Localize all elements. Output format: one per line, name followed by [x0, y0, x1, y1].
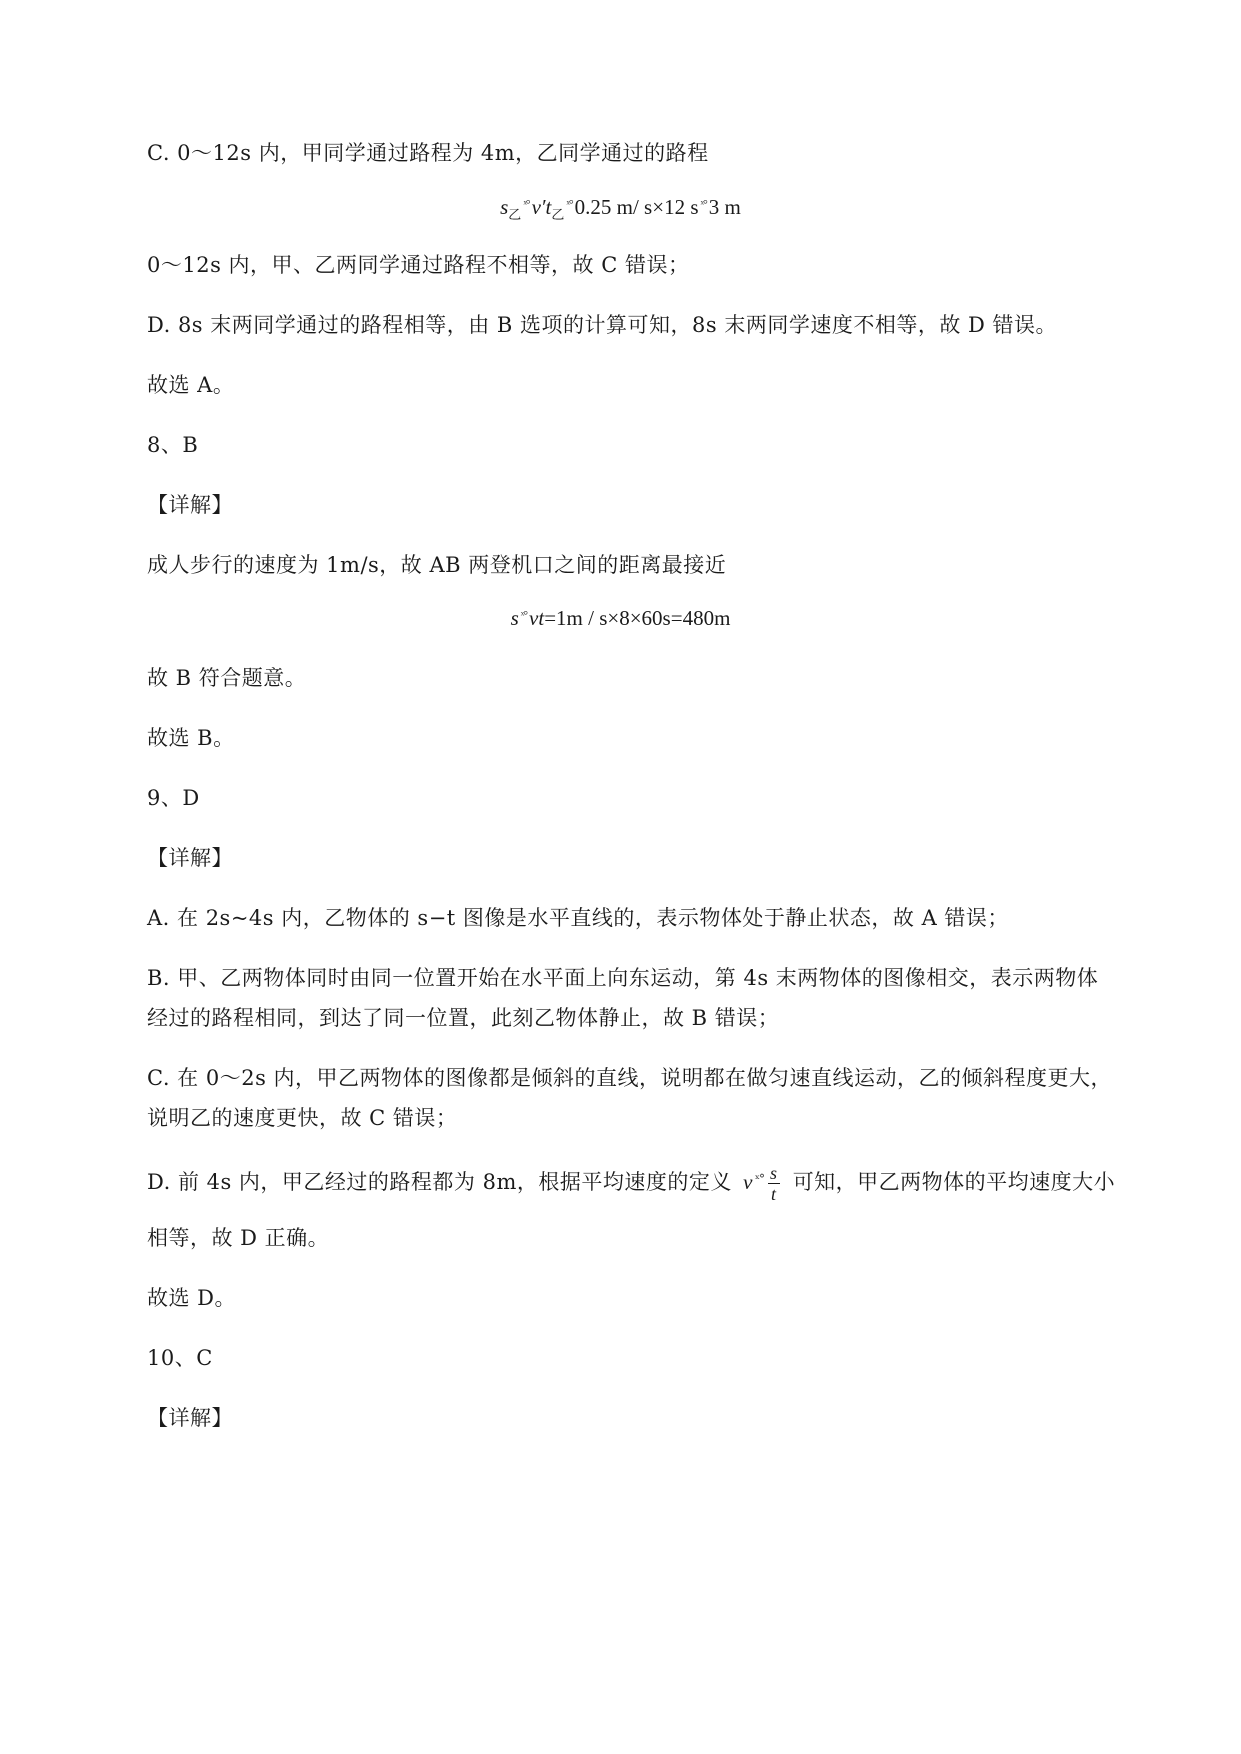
formula-value: =1m / s×8×60s=480m [544, 606, 731, 630]
text-line: 成人步行的速度为 1m/s，故 AB 两登机口之间的距离最接近 [147, 553, 727, 577]
formula-glyph: ˣ° [520, 608, 528, 622]
detail-heading: 【详解】 [147, 493, 233, 517]
formula-value: 0.25 m/ s×12 s [574, 195, 699, 219]
formula-distance-yi [0, 195, 1241, 223]
text-line-with-fraction [147, 1163, 1115, 1204]
question-number: 10、C [147, 1346, 213, 1370]
formula-var: v [743, 1170, 753, 1194]
question-number: 9、D [147, 786, 200, 810]
text-segment: 可知，甲乙两物体的平均速度大小 [792, 1170, 1116, 1194]
text-line: B. 甲、乙两物体同时由同一位置开始在水平面上向东运动，第 4s 末两物体的图像相交，表示两物体 [147, 966, 1099, 990]
text-segment: D. 前 4s 内，甲乙经过的路程都为 8m，根据平均速度的定义 [147, 1170, 732, 1194]
detail-heading: 【详解】 [147, 1406, 233, 1430]
text-line: A. 在 2s~4s 内，乙物体的 s−t 图像是水平直线的，表示物体处于静止状态，故 A 错误； [147, 906, 1009, 930]
text-line: C. 0～12s 内，甲同学通过路程为 4m，乙同学通过的路程 [147, 141, 709, 165]
formula-distance-ab [0, 606, 1241, 631]
fraction-numerator: s [769, 1163, 778, 1183]
question-number: 8、B [147, 433, 199, 457]
formula-glyph: ˣ° [754, 1172, 764, 1186]
formula-var: vt [529, 606, 545, 630]
text-line: 说明乙的速度更快，故 C 错误； [147, 1106, 458, 1130]
text-line: D. 8s 末两同学通过的路程相等，由 B 选项的计算可知，8s 末两同学速度不相等，故 D 错误。 [147, 313, 1058, 337]
formula-var: s [500, 195, 509, 219]
text-line: 经过的路程相同，到达了同一位置，此刻乙物体静止，故 B 错误； [147, 1006, 780, 1030]
formula-subscript: 乙 [508, 207, 522, 223]
text-line: 故 B 符合题意。 [147, 666, 307, 690]
detail-heading: 【详解】 [147, 846, 233, 870]
fraction-s-over-t [768, 1163, 780, 1204]
formula-subscript: 乙 [551, 207, 565, 223]
fraction-denominator: t [770, 1184, 777, 1204]
text-line: 相等，故 D 正确。 [147, 1226, 330, 1250]
formula-glyph: ˣ° [700, 197, 707, 211]
formula-glyph: ˣ° [566, 197, 573, 211]
text-line: 故选 B。 [147, 726, 235, 750]
text-line: C. 在 0～2s 内，甲乙两物体的图像都是倾斜的直线，说明都在做匀速直线运动，乙的倾斜程度更大， [147, 1066, 1113, 1090]
text-line: 0～12s 内，甲、乙两同学通过路程不相等，故 C 错误； [147, 253, 690, 277]
text-line: 故选 D。 [147, 1286, 237, 1310]
text-line: 故选 A。 [147, 373, 235, 397]
formula-var: s [510, 606, 519, 630]
formula-value: 3 m [708, 195, 741, 219]
formula-var: v′t [531, 195, 552, 219]
formula-glyph: ˣ° [523, 197, 530, 211]
